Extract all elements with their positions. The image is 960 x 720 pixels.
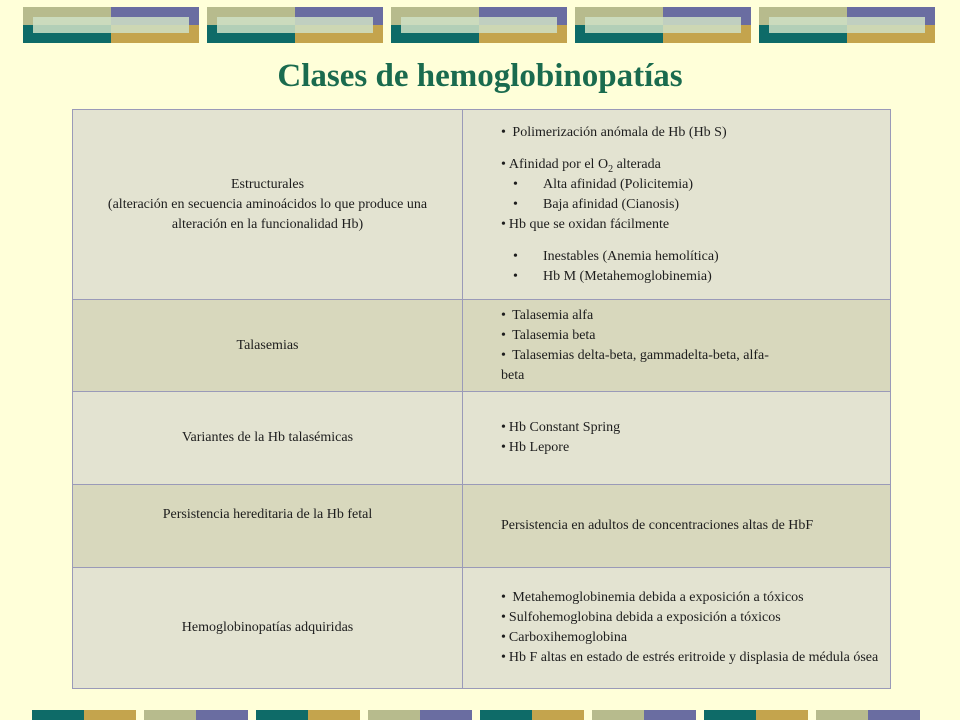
list-item: • Afinidad por el $O_2$ alterada <box>501 155 884 175</box>
row-label: Variantes de la Hb talasémicas <box>73 392 463 485</box>
list-item: • Talasemias delta-beta, gammadelta-beta, alfa-beta <box>501 346 771 386</box>
list-item: • Metahemoglobinemia debida a exposición a tóxicos <box>501 588 884 608</box>
list-item: • Hb F altas en estado de estrés eritroide y displasia de médula ósea <box>501 648 884 668</box>
table-row <box>73 392 891 485</box>
list-item: • Inestables (Anemia hemolítica) <box>501 247 884 267</box>
bullet-list <box>501 306 884 386</box>
row-label: Persistencia hereditaria de la Hb fetal <box>73 485 463 568</box>
bullet-list <box>501 588 884 668</box>
list-item: • Carboxihemoglobina <box>501 628 884 648</box>
bullet-list <box>501 123 884 287</box>
table-row <box>73 485 891 568</box>
row-description: Persistencia en adultos de concentraciones altas de HbF <box>501 518 814 533</box>
row-label-subtitle: (alteración en secuencia aminoácidos lo que produce una alteración en la funcionalidad Hb) <box>107 196 428 232</box>
list-item: • Hb M (Metahemoglobinemia) <box>501 267 884 287</box>
list-item: • Talasemia alfa <box>501 306 884 326</box>
row-details <box>463 110 891 300</box>
header-tile <box>207 7 383 43</box>
row-label: Talasemias <box>73 300 463 392</box>
row-details <box>463 485 891 568</box>
row-details <box>463 392 891 485</box>
header-tile <box>23 7 199 43</box>
list-item: • Hb Lepore <box>501 438 884 458</box>
list-item: • Sulfohemoglobina debida a exposición a tóxicos <box>501 608 884 628</box>
row-label <box>73 110 463 300</box>
list-item: • Hb que se oxidan fácilmente <box>501 215 884 235</box>
footer-decoration <box>32 710 932 720</box>
table-row <box>73 110 891 300</box>
header-tile <box>575 7 751 43</box>
list-item: • Polimerización anómala de Hb (Hb S) <box>501 123 884 143</box>
list-item: • Alta afinidad (Policitemia) <box>501 175 884 195</box>
list-item: • Talasemia beta <box>501 326 884 346</box>
list-item: • Baja afinidad (Cianosis) <box>501 195 884 215</box>
bullet-list <box>501 418 884 458</box>
header-tile <box>391 7 567 43</box>
row-details <box>463 568 891 689</box>
list-item: • Hb Constant Spring <box>501 418 884 438</box>
row-label: Hemoglobinopatías adquiridas <box>73 568 463 689</box>
table-row <box>73 568 891 689</box>
page-title: Clases de hemoglobinopatías <box>277 58 683 94</box>
header-tile <box>759 7 935 43</box>
row-details <box>463 300 891 392</box>
classification-table <box>72 109 891 689</box>
header-decoration <box>23 7 943 43</box>
row-label-title: Estructurales <box>230 176 305 192</box>
table-row <box>73 300 891 392</box>
